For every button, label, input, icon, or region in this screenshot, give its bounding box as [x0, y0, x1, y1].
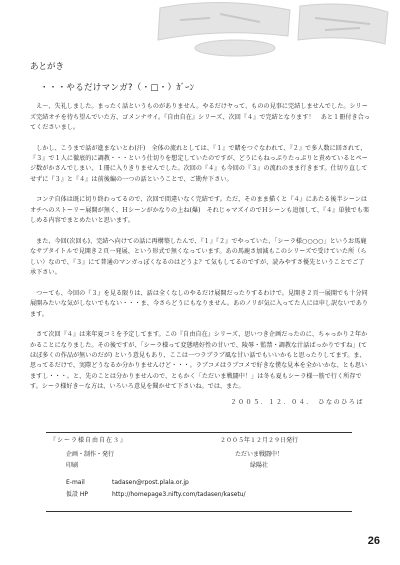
colophon-box [46, 432, 352, 512]
colophon-email[interactable]: tadasen@rpost.plala.or.jp [112, 479, 189, 486]
colophon-date: ２００５年１２月２９日発行 [219, 437, 298, 444]
colophon-print-label: 印刷 [66, 462, 79, 469]
afterword-paragraph: コンテ自体は既に切り終わってるので、次回で間違いなく完結です。ただ、そのまま描くと『４』にあたる後半シーンはオチへのストーリー展開が無く、Ｈシーンがかなりの上ね(爆) それじゃマズイのでＨシーンも追加して、『４』単独でも楽しめる内容でまとめたいと思います。 [30, 196, 370, 225]
colophon-roles-label: 企画・制作・発行 [66, 451, 115, 458]
header-decoration-image [140, 0, 390, 60]
colophon-hp-url[interactable]: http://homepage3.nifty.com/tadasen/kasetu/ [112, 491, 246, 498]
afterword-paragraph: しかし、こうまで話が進まないとわ(汗) 全体の流れとしては、『１』で賭をつぐなわれて、『２』で多人数に回されて、『３』で１人に徹底的に調教・・・という仕切りを想定していたのですが、どうにもねっぷりたっぷりと責めているとページ数がかさんでしまい、１冊に入りきりませんでした。次回の『４』も今回の『３』の流れのまま行きます。仕切り直してせずに『３』と『４』は前後編の一つの話ということで、ご勘弁下さい。 [30, 144, 368, 183]
colophon-printer: 緑陽社 [249, 462, 268, 469]
afterword-subtitle: ・・・やるだけマンガ?（・□・）ｶﾞｰﾝ [40, 83, 195, 94]
afterword-paragraph: さて次回『４』は来年夏コミを予定してます。この『自由自在』シリーズ、思いつき企画だったのに、ちゃっかり２年かかることになりました。その後ですが、「シーラ様って変態嗜好性の甘いで、陵辱・監禁・調教な汁話ばっかりですね」(てほぼ多くの作品が無いのだが) という意見もあり、ここは一つラブラブ風な甘い話でもいいかもと思ったりしてます。ま、思ってるだけで、実際どうなるか分かりませんけど・・・。ラブコメはラブコメで好きな僕な見本を全かいかな、とも思いますし・・・。と、先のことは分かりませんので、ともかく「ただいま戦闘中！」は冬も夏もシーラ様一筋で行く所存です。シーラ様好き～な方は、いろいろ意見を聞かせて下さいね。では、また。 [30, 331, 368, 391]
afterword-paragraph: え～、失礼しました。まったく話というものがありません。やるだけヤって、ものの見事に完結しませんでした。シリーズ完結オチを待ち望んでいた方、ゴメンナサイ。『自由自在』シリーズ、次回『４』で完結となります！ あと１冊付き合ってくださいまし。 [30, 103, 370, 132]
afterword-signature: ２００５．１２．０４． ひなのひろば [230, 398, 364, 406]
colophon-hp-label: 仮設 HP [66, 491, 89, 498]
colophon-book-title: 『シーラ様自由自在３』 [50, 437, 128, 444]
afterword-body [30, 62, 370, 406]
page-number: 26 [367, 535, 380, 547]
afterword-heading: あとがき [30, 62, 65, 72]
colophon-publisher: ただいま戦闘中！ [234, 451, 283, 458]
colophon-email-label: E-mail [66, 479, 85, 486]
afterword-paragraph: また、今回(次回も)、完結へ向けての話に再構築したんで、『１』『２』でやっていた、「シーラ様○○○○」というお馬鹿なサブタイトルで見開き２頁一発展、という形式で無くなっています。あの馬鹿さ加減もこのシリーズで受けていた所（らしい）なので、『３』にて普通のマンガっぽくなるのはどうよ？て気もしてるのですが、読みやすさ優先ということでご了承下さい。 [30, 237, 367, 277]
afterword-paragraph: つーても、今回の『３』を見る限りは、話は全くなしのやるだけ展開だったりするわけで。見開き２頁一展開でも十分同展開みたいな気がしないでもない・・・ま、今さらどうにもなりません。あのノリが気に入ってた人には申し訳ないであります。 [30, 289, 369, 318]
